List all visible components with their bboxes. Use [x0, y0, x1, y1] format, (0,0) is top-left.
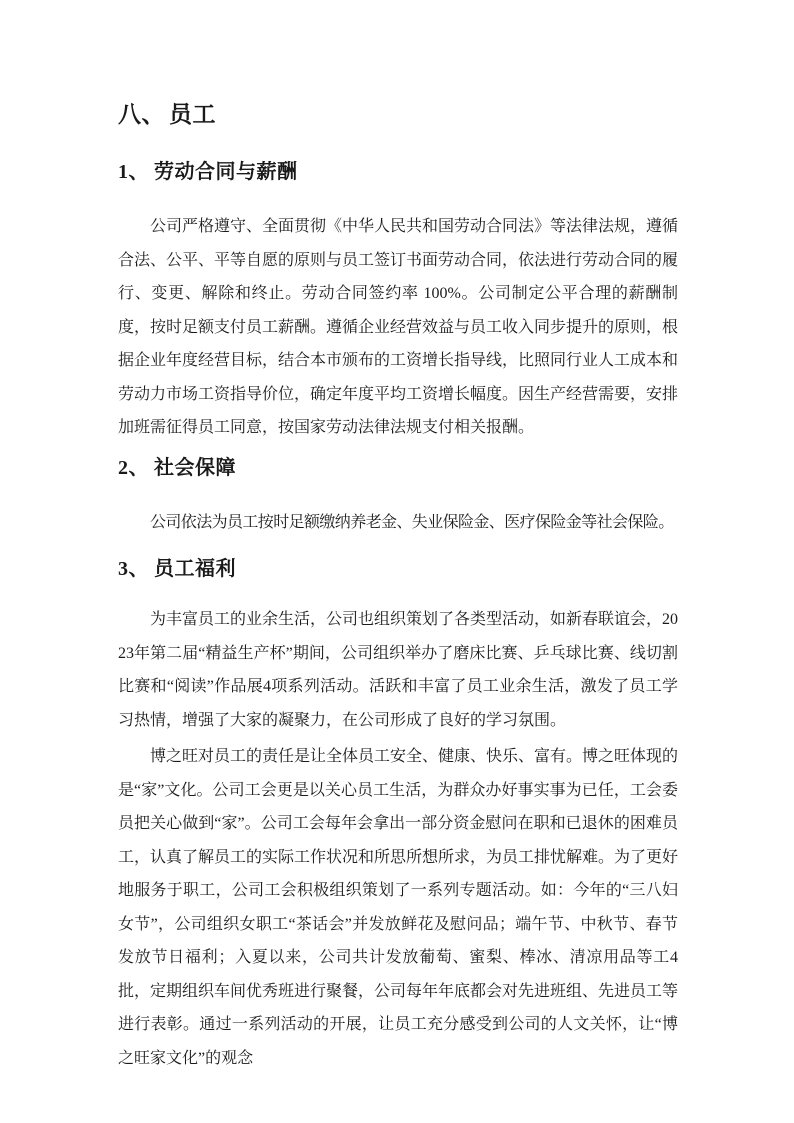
paragraph-labor-contract: 公司严格遵守、全面贯彻《中华人民共和国劳动合同法》等法律法规，遵循合法、公平、平等自愿的原则与员工签订书面劳动合同，依法进行劳动合同的履行、变更、解除和终止。劳动合同签约率 100%。公司制定公平合理的薪酬制度，按时足额支付员工薪酬。遵循企业经营效益与员工收入同步提升的原则，根据企业年度经营目标，结合本市颁布的工资增长指导线，比照同行业人工成本和劳动力市场工资指导价位，确定年度平均工资增长幅度。因生产经营需要，安排加班需征得员工同意，按国家劳动法律法规支付相关报酬。 — [118, 218, 679, 436]
section-number: 2、 — [118, 456, 149, 479]
chapter-title-text: 员工 — [169, 101, 216, 127]
section-title-text: 员工福利 — [154, 558, 236, 580]
paragraph-welfare-activities: 为丰富员工的业余生活，公司也组织策划了各类型活动，如新春联谊会，2023年第二届“精益生产杯”期间，公司组织举办了磨床比赛、乒乓球比赛、线切割比赛和“阅读”作品展4项系列活动。活跃和丰富了员工业余生活，激发了员工学习热情，增强了大家的凝聚力，在公司形成了良好的学习氛围。 — [118, 611, 679, 729]
section-number: 1、 — [118, 161, 149, 183]
section-heading-employee-welfare — [118, 556, 678, 582]
paragraph-welfare-culture: 博之旺对员工的责任是让全体员工安全、健康、快乐、富有。博之旺体现的是“家”文化。公司工会更是以关心员工生活，为群众办好事实事为已任，工会委员把关心做到“家”。公司工会每年会拿出一部分资金慰问在职和已退休的困难员工，认真了解员工的实际工作状况和所思所想所求，为员工排忧解难。为了更好地服务于职工，公司工会积极组织策划了一系列专题活动。如：今年的“三八妇女节”，公司组织女职工“茶话会”并发放鲜花及慰问品；端午节、中秋节、春节发放节日福利；入夏以来，公司共计发放葡萄、蜜梨、棒冰、清凉用品等工4批，定期组织车间优秀班进行聚餐，公司每年年底都会对先进班组、先进员工等进行表彰。通过一系列活动的开展，让员工充分感受到公司的人文关怀，让“博之旺家文化”的观念 — [118, 748, 679, 1067]
section-heading-labor-contract — [118, 159, 678, 185]
section-heading-social-security — [118, 455, 678, 481]
section-title-text: 社会保障 — [154, 456, 236, 479]
paragraph-social-security: 公司依法为员工按时足额缴纳养老金、失业保险金、医疗保险金等社会保险。 — [150, 513, 674, 531]
section-number: 3、 — [118, 558, 149, 580]
chapter-title — [118, 100, 678, 128]
section-title-text: 劳动合同与薪酬 — [154, 161, 298, 183]
chapter-number: 八、 — [118, 101, 165, 127]
